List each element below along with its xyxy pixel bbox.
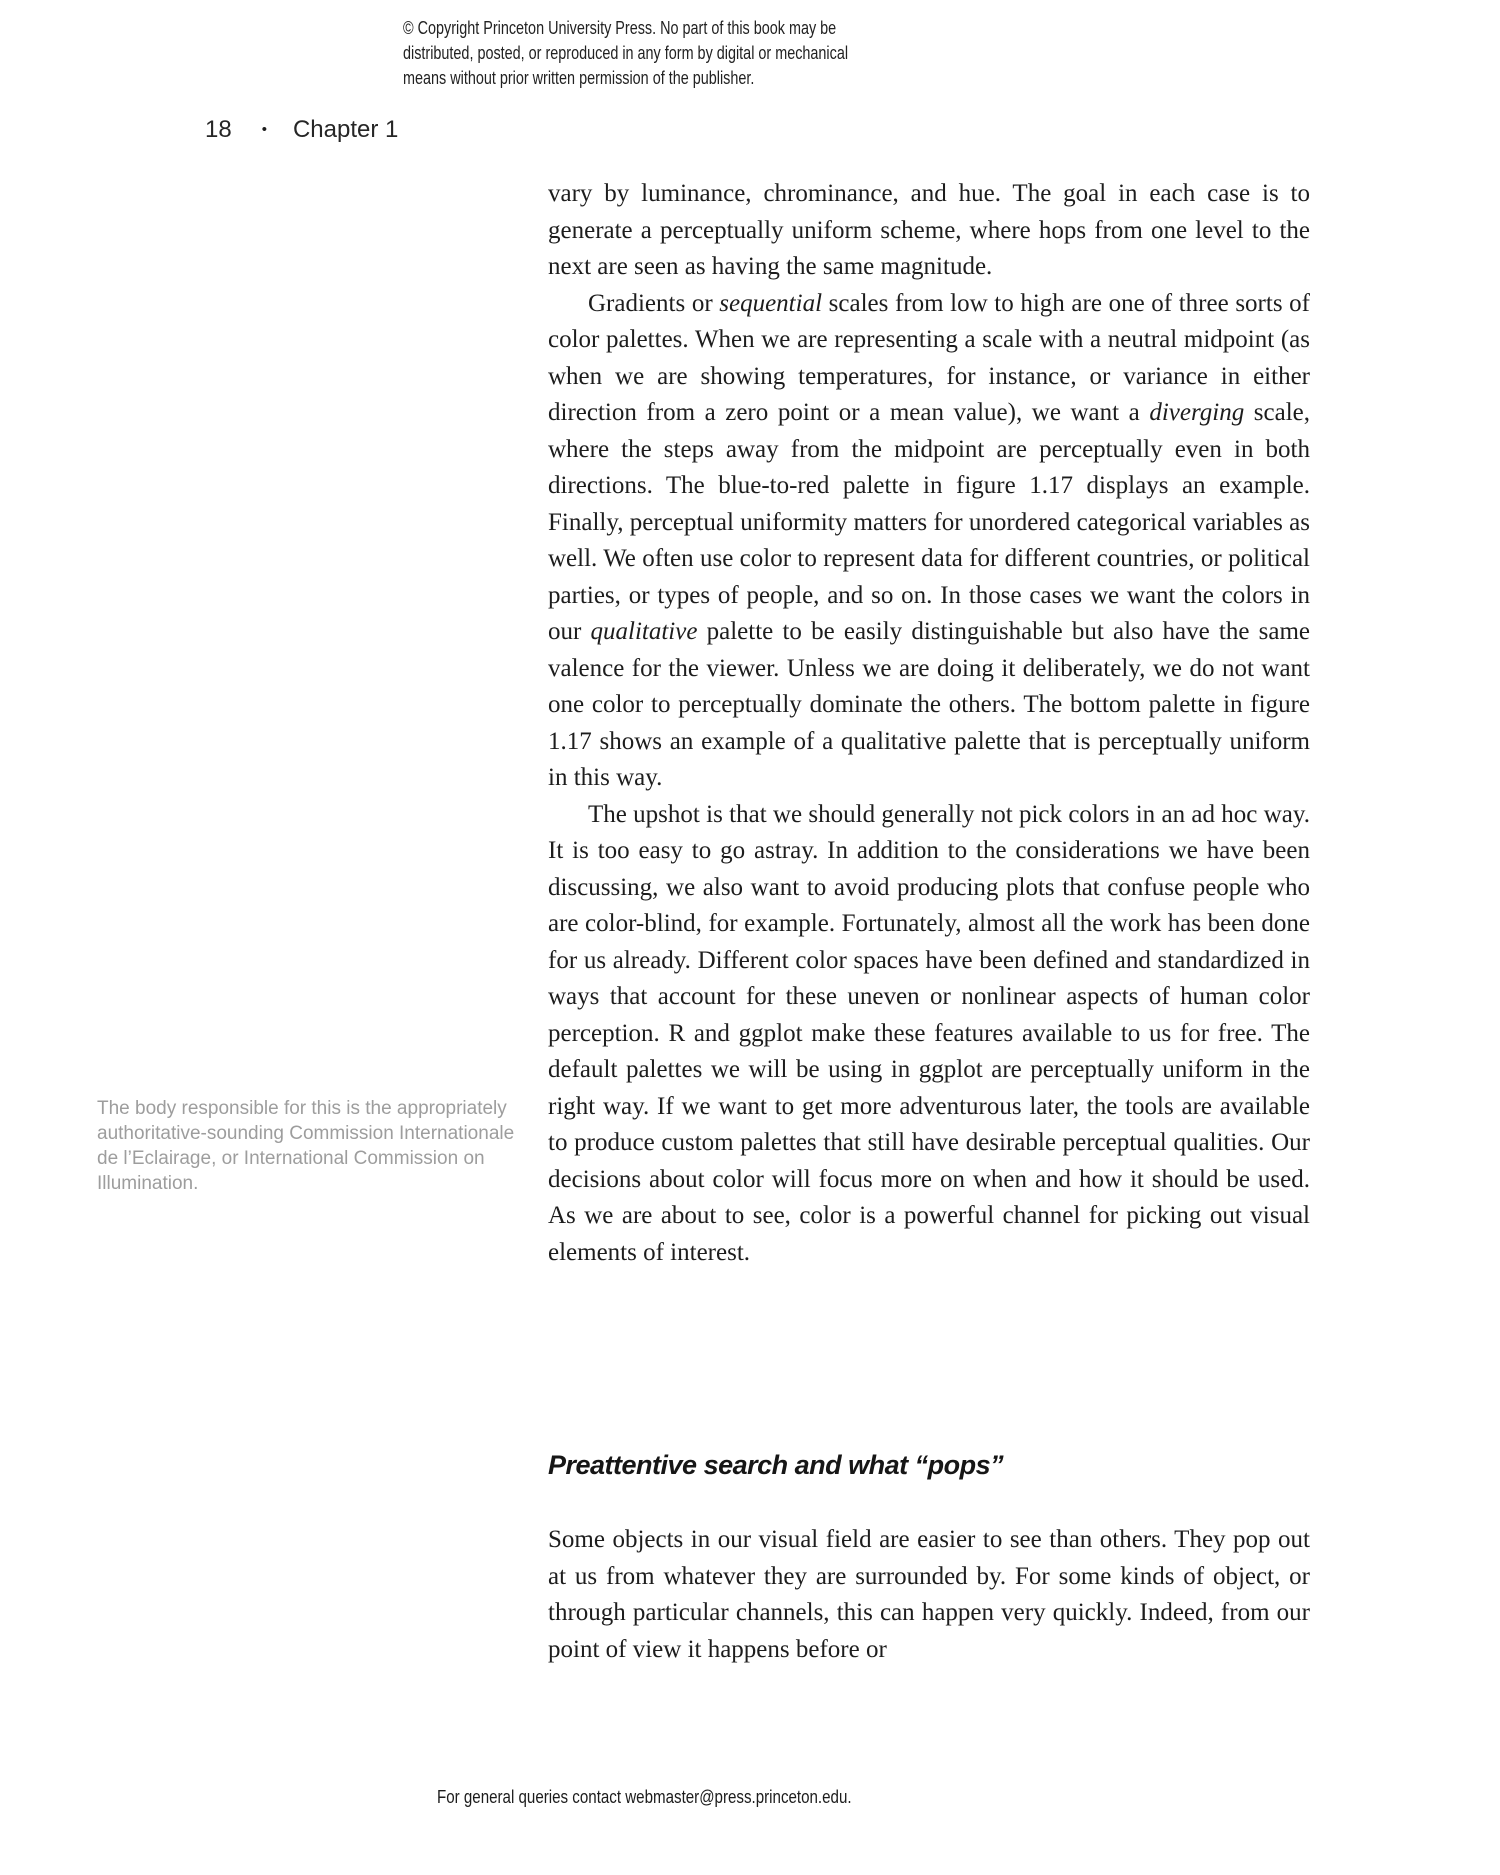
section-heading: Preattentive search and what “pops” — [548, 1450, 1004, 1480]
paragraph-gradients: Gradients or sequential scales from low to high are one of three sorts of color palettes. When we are representing a scale with a neutral midpoint (as when we are showing temperatures, for instance, or variance in either direction from a zero point or a mean value), we want a diverging scale, where the steps away from the midpoint are perceptually even in both directions. The blue-to-red palette in figure 1.17 displays an example. Finally, perceptual uniformity matters for unordered categorical variables as well. We often use color to represent data for different countries, or political parties, or types of people, and so on. In those cases we want the colors in our qualitative palette to be easily distinguishable but also have the same valence for the viewer. Unless we are doing it deliberately, we do not want one color to perceptually dominate the others. The bottom palette in figure 1.17 shows an example of a qualitative palette that is perceptually uniform in this way. — [548, 289, 1310, 791]
body-column — [548, 176, 1310, 1271]
paragraph-preattentive: Some objects in our visual field are easier to see than others. They pop out at us from whatever they are surrounded by. For some kinds of object, or through particular channels, this can happen very quickly. Indeed, from our point of view it happens before or — [548, 1526, 1310, 1663]
copyright-notice — [403, 16, 963, 91]
dot-separator-icon: • — [261, 121, 267, 138]
copyright-line: © Copyright Princeton University Press. No part of this book may be — [403, 18, 837, 38]
margin-note-line: de l’Eclairage, or International Commission on — [97, 1148, 485, 1169]
margin-note-line: Illumination. — [97, 1173, 199, 1194]
margin-note-line: The body responsible for this is the appropriately — [97, 1098, 507, 1119]
running-head — [205, 116, 398, 147]
paragraph-continuation: vary by luminance, chrominance, and hue. The goal in each case is to generate a perceptually uniform scheme, where hops from one level to the next are seen as having the same magnitude. — [548, 180, 1310, 280]
paragraph-upshot: The upshot is that we should generally not pick colors in an ad hoc way. It is too easy to go astray. In addition to the considerations we have been discussing, we also want to avoid producing plots that confuse people who are color-blind, for example. Fortunately, almost all the work has been done for us already. Different color spaces have been defined and standardized in ways that account for these uneven or nonlinear aspects of human color perception. R and ggplot make these features available to us for free. The default palettes we will be using in ggplot are perceptually uniform in the right way. If we want to get more adventurous later, the tools are available to produce custom palettes that still have desirable perceptual qualities. Our decisions about color will focus more on when and how it should be used. As we are about to see, color is a powerful channel for picking out visual elements of interest. — [548, 800, 1310, 1266]
chapter-label: Chapter 1 — [292, 116, 399, 143]
margin-note — [97, 1096, 537, 1196]
copyright-line: distributed, posted, or reproduced in any form by digital or mechanical — [403, 43, 849, 63]
page-number: 18 — [205, 116, 232, 143]
copyright-line: means without prior written permission of the publisher. — [403, 68, 755, 88]
margin-note-line: authoritative-sounding Commission Internationale — [97, 1123, 515, 1144]
page-footer: For general queries contact webmaster@press.princeton.edu. — [437, 1787, 852, 1807]
